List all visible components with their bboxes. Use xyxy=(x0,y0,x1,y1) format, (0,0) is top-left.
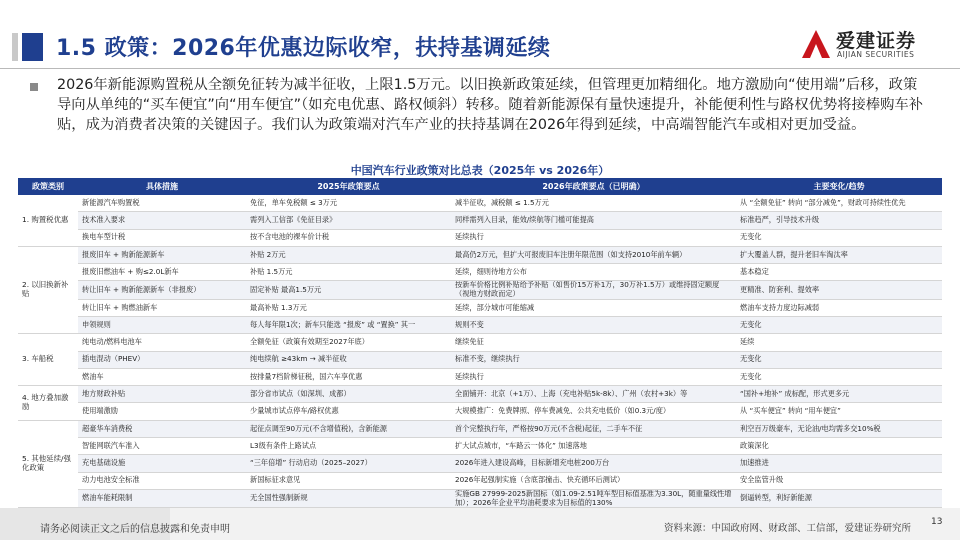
table-row xyxy=(18,438,942,455)
table-cell: 同样需列入目录，能效/续航等门槛可能提高 xyxy=(451,212,736,229)
table-cell: 全额免征（政策有效期至2027年底） xyxy=(246,334,451,351)
table-cell: 2026年起强制实施（含底部撞击、快充循环后测试） xyxy=(451,472,736,489)
table-cell: 标准不变，继续执行 xyxy=(451,351,736,368)
table-row xyxy=(18,386,942,403)
table-cell: 燃油车能耗限制 xyxy=(78,489,246,507)
table-cell: 更精准、防套利、提效率 xyxy=(736,281,942,299)
table-cell: 纯电续航 ≥43km → 减半征收 xyxy=(246,351,451,368)
table-cell: 技术准入要求 xyxy=(78,212,246,229)
table-cell: 无变化 xyxy=(736,229,942,246)
table-row xyxy=(18,368,942,385)
page-number: 13 xyxy=(931,517,943,527)
table-cell: 起征点调至90万元(不含增值税)，含新能源 xyxy=(246,420,451,437)
table-row xyxy=(18,299,942,316)
category-cell: 2. 以旧换新补贴 xyxy=(18,246,78,333)
table-cell: 安全监管升级 xyxy=(736,472,942,489)
table-cell: 延续，细则待地方公布 xyxy=(451,264,736,281)
table-row xyxy=(18,403,942,420)
table-row xyxy=(18,420,942,437)
table-cell: 固定补贴 最高1.5万元 xyxy=(246,281,451,299)
table-row xyxy=(18,264,942,281)
table-title: 中国汽车行业政策对比总表（2025年 vs 2026年） xyxy=(350,164,610,177)
table-row xyxy=(18,246,942,263)
table-cell: 大规模推广：免费牌照、停车费减免、公共充电低价（如0.3元/度） xyxy=(451,403,736,420)
table-cell: “国补+地补” 成标配，形式更多元 xyxy=(736,386,942,403)
table-cell: 加速推进 xyxy=(736,455,942,472)
table-cell: 转让旧车 + 购燃油新车 xyxy=(78,299,246,316)
table-cell: 智能网联汽车准入 xyxy=(78,438,246,455)
header-cell: 政策类别 xyxy=(18,178,78,195)
table-cell: 插电混动（PHEV） xyxy=(78,351,246,368)
table-cell: 规则不变 xyxy=(451,316,736,333)
table-row xyxy=(18,472,942,489)
table-row xyxy=(18,489,942,507)
table-cell: 超豪华车消费税 xyxy=(78,420,246,437)
table-cell: 报废旧车 + 购新能源新车 xyxy=(78,246,246,263)
table-cell: 从 “全额免征” 转向 “部分减免”，财政可持续性优先 xyxy=(736,195,942,212)
table-cell: 延续执行 xyxy=(451,368,736,385)
header-cell: 2025年政策要点 xyxy=(246,178,451,195)
table-cell: 延续，部分城市可能缩减 xyxy=(451,299,736,316)
table-cell: 延续 xyxy=(736,334,942,351)
table-cell: 倒逼转型，利好新能源 xyxy=(736,489,942,507)
policy-comparison-table xyxy=(18,178,942,508)
table-cell: 使用端激励 xyxy=(78,403,246,420)
table-cell: 减半征收，减税额 ≤ 1.5万元 xyxy=(451,195,736,212)
table-row xyxy=(18,212,942,229)
table-cell: 新能源汽车购置税 xyxy=(78,195,246,212)
table-row xyxy=(18,229,942,246)
table-cell: 地方财政补贴 xyxy=(78,386,246,403)
table-cell: 无变化 xyxy=(736,368,942,385)
company-logo xyxy=(800,26,930,64)
logo-text-cn: 爱建证券 xyxy=(836,30,917,52)
table-cell: 充电基础设施 xyxy=(78,455,246,472)
table-cell: 每人每年限1次；新车只能选 “报废” 或 “置换” 其一 xyxy=(246,316,451,333)
table-cell: 补贴 1.5万元 xyxy=(246,264,451,281)
table-cell: 无全国性强制新规 xyxy=(246,489,451,507)
table-cell: “三年倍增” 行动启动（2025–2027） xyxy=(246,455,451,472)
header-cell: 主要变化/趋势 xyxy=(736,178,942,195)
table-cell: 补贴 2万元 xyxy=(246,246,451,263)
title-accent-grey xyxy=(12,33,18,61)
table-cell: 标准趋严，引导技术升级 xyxy=(736,212,942,229)
table-cell: 需列入工信部《免征目录》 xyxy=(246,212,451,229)
table-cell: 扩大试点城市，“车路云一体化” 加速落地 xyxy=(451,438,736,455)
table-cell: 无变化 xyxy=(736,351,942,368)
table-cell: 实施GB 27999-2025新国标（如1.09-2.51吨车型目标值基准为3.30L，随重量线性增加）；2026年企业平均油耗要求为目标值的130% xyxy=(451,489,736,507)
table-row xyxy=(18,351,942,368)
table-cell: 部分省市试点（如深圳、成都） xyxy=(246,386,451,403)
table-cell: 纯电动/燃料电池车 xyxy=(78,334,246,351)
table-row xyxy=(18,455,942,472)
table-cell: 政策深化 xyxy=(736,438,942,455)
table-cell: 免征，单车免税额 ≤ 3万元 xyxy=(246,195,451,212)
table-cell: 延续执行 xyxy=(451,229,736,246)
table-cell: 按排量7档阶梯征税，国六车享优惠 xyxy=(246,368,451,385)
table-cell: 首个完整执行年，严格按90万元(不含税)起征，二手车不征 xyxy=(451,420,736,437)
table-cell: L3级有条件上路试点 xyxy=(246,438,451,455)
table-row xyxy=(18,334,942,351)
title-accent-blue xyxy=(22,33,43,61)
table-cell: 按不含电池的裸车价计税 xyxy=(246,229,451,246)
table-cell: 少量城市试点停车/路权优惠 xyxy=(246,403,451,420)
table-header-row xyxy=(18,178,942,195)
table-cell: 从 “买车便宜” 转向 “用车便宜” xyxy=(736,403,942,420)
table-cell: 继续免征 xyxy=(451,334,736,351)
table-cell: 基本稳定 xyxy=(736,264,942,281)
table-row xyxy=(18,195,942,212)
table-cell: 扩大覆盖人群，提升老旧车淘汰率 xyxy=(736,246,942,263)
table-cell: 换电车型计税 xyxy=(78,229,246,246)
table-cell: 动力电池安全标准 xyxy=(78,472,246,489)
table-cell: 按新车价格比例补贴给予补贴（如售价15万补1万，30万补1.5万）或维持固定额度（视地方财政而定） xyxy=(451,281,736,299)
table-cell: 转让旧车 + 购新能源新车（非报废） xyxy=(78,281,246,299)
table-cell: 报废旧燃油车 + 购≤2.0L新车 xyxy=(78,264,246,281)
header-cell: 2026年政策要点（已明确） xyxy=(451,178,736,195)
table-cell: 最高补贴 1.3万元 xyxy=(246,299,451,316)
table-cell: 无变化 xyxy=(736,316,942,333)
table-cell: 新国标征求意见 xyxy=(246,472,451,489)
header-divider xyxy=(0,68,960,69)
category-cell: 3. 车船税 xyxy=(18,334,78,386)
table-cell: 燃油车 xyxy=(78,368,246,385)
table-row xyxy=(18,281,942,299)
header-cell: 具体措施 xyxy=(78,178,246,195)
table-row xyxy=(18,316,942,333)
table-cell: 利空百万级豪车，无论油/电均需多交10%税 xyxy=(736,420,942,437)
bullet-square-icon xyxy=(30,83,38,91)
table-cell: 申领规则 xyxy=(78,316,246,333)
table-cell: 燃油车支持力度边际减弱 xyxy=(736,299,942,316)
page-title: 1.5 政策：2026年优惠边际收窄，扶持基调延续 xyxy=(56,36,551,61)
table-cell: 全面铺开：北京（+1万）、上海（充电补贴5k-8k）、广州（农村+3k）等 xyxy=(451,386,736,403)
summary-paragraph: 2026年新能源购置税从全额免征转为减半征收，上限1.5万元。以旧换新政策延续，但管理更加精细化。地方激励向“使用端”后移，政策导向从单纯的“买车便宜”向“用车便宜”（如充电优惠、路权倾斜）转移。随着新能源保有量快速提升，补能便利性与路权优势将接棒购车补贴，成为消费者决策的关键因子。我们认为政策端对汽车产业的扶持基调在2026年得到延续，中高端智能汽车或相对更加受益。 xyxy=(57,77,923,133)
category-cell: 5. 其他延续/强化政策 xyxy=(18,420,78,507)
footer-source: 资料来源：中国政府网、财政部、工信部，爱建证券研究所 xyxy=(664,523,912,534)
category-cell: 1. 购置税优惠 xyxy=(18,195,78,246)
footer-disclaimer: 请务必阅读正文之后的信息披露和免责申明 xyxy=(40,524,230,535)
table-cell: 最高仍2万元，但扩大可报废旧车注册年限范围（如支持2010年前车辆） xyxy=(451,246,736,263)
category-cell: 4. 地方叠加激励 xyxy=(18,386,78,421)
logo-text-en: AIJIAN SECURITIES xyxy=(837,50,915,59)
logo-mark-icon xyxy=(800,28,832,60)
table-cell: 2026年进入建设高峰，目标新增充电桩200万台 xyxy=(451,455,736,472)
